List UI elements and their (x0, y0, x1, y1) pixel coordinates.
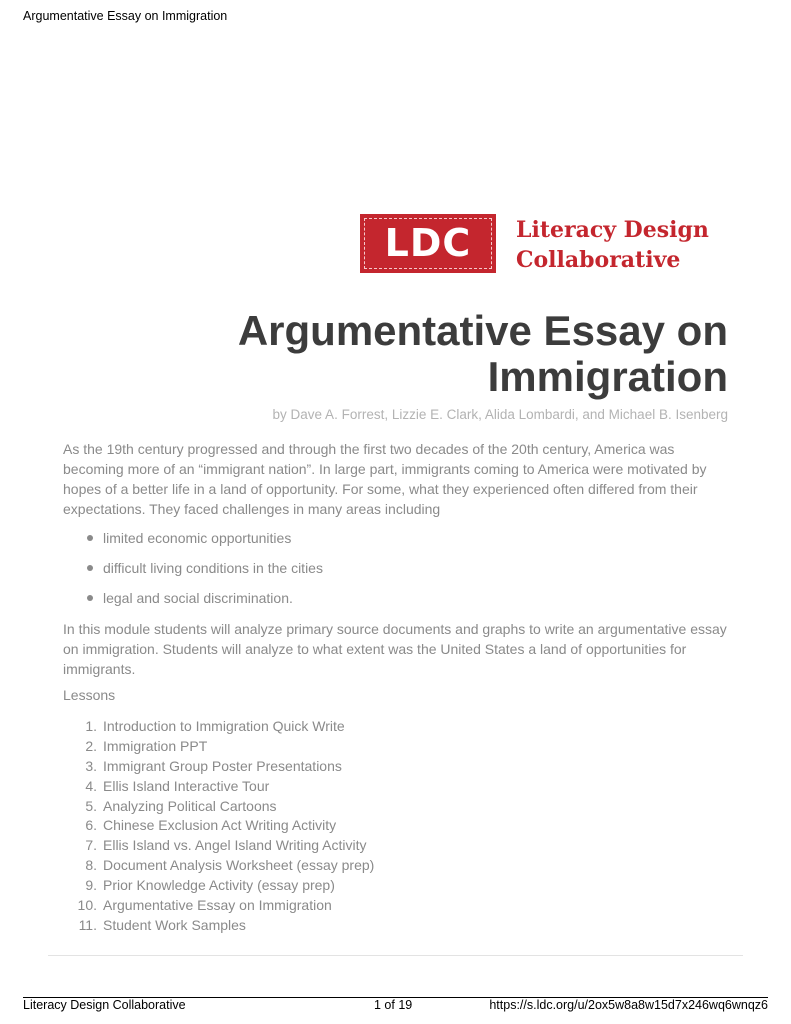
lesson-number: 10. (77, 897, 97, 914)
lesson-label: Chinese Exclusion Act Writing Activity (103, 817, 337, 834)
logo-line-1: Literacy Design (516, 217, 709, 243)
footer-page-number: 1 of 19 (374, 998, 413, 1012)
logo-letters: LDC (384, 221, 472, 265)
document-title-line-2: Immigration (487, 353, 728, 400)
document-title-line-1: Argumentative Essay on (237, 307, 728, 354)
lesson-label: Immigration PPT (103, 737, 208, 754)
document-title (128, 308, 728, 400)
footer-url: https://s.ldc.org/u/2ox5w8a8w15d7x246wq6wnqz6 (489, 998, 768, 1012)
logo-line-2: Collaborative (516, 247, 681, 273)
lesson-label: Argumentative Essay on Immigration (103, 897, 332, 914)
content-divider (48, 955, 743, 956)
lesson-number: 11. (78, 916, 97, 933)
lessons-list (63, 716, 375, 935)
list-item (63, 855, 375, 875)
document-authors: by Dave A. Forrest, Lizzie E. Clark, Alida Lombardi, and Michael B. Isenberg (272, 407, 728, 422)
lesson-number: 9. (85, 877, 97, 894)
list-item (63, 895, 332, 915)
logo-wordmark (516, 215, 709, 275)
lesson-number: 2. (85, 737, 97, 754)
logo-badge (360, 214, 496, 273)
list-item (63, 915, 246, 935)
lesson-number: 3. (85, 757, 97, 774)
lesson-label: Analyzing Political Cartoons (103, 797, 277, 814)
challenges-list (63, 527, 323, 617)
list-item (63, 875, 335, 895)
lesson-number: 5. (85, 797, 97, 814)
list-item: limited economic opportunities (63, 527, 323, 557)
module-paragraph: In this module students will analyze primary source documents and graphs to write an argumentative essay on immigration. Students will analyze to what extent was the United States a land of opportunities for immigrants. (63, 621, 727, 677)
list-item: legal and social discrimination. (63, 587, 323, 617)
list-item (63, 815, 337, 835)
lesson-number: 6. (85, 817, 97, 834)
list-item (63, 736, 208, 756)
list-item (63, 756, 342, 776)
list-item (63, 776, 270, 796)
footer-org-name: Literacy Design Collaborative (23, 998, 186, 1012)
lesson-label: Ellis Island vs. Angel Island Writing Activity (103, 837, 367, 854)
lesson-number: 1. (85, 718, 97, 734)
lesson-label: Immigrant Group Poster Presentations (103, 757, 342, 774)
lesson-number: 7. (85, 837, 97, 854)
lesson-label: Introduction to Immigration Quick Write (103, 718, 345, 734)
lesson-label: Document Analysis Worksheet (essay prep) (103, 857, 375, 874)
lesson-number: 4. (85, 777, 97, 794)
list-item (63, 716, 345, 736)
ldc-logo (360, 214, 730, 274)
lessons-heading: Lessons (63, 687, 116, 703)
intro-paragraph: As the 19th century progressed and through the first two decades of the 20th century, America was becoming more of an “immigrant nation”. In large part, immigrants coming to America were motivated by hopes of a better life in a land of opportunity. For some, what they experienced often differed from their expectations. They faced challenges in many areas including (63, 441, 707, 517)
list-item (63, 796, 277, 816)
list-item (63, 835, 367, 855)
page-header-title: Argumentative Essay on Immigration (23, 9, 228, 23)
lesson-label: Ellis Island Interactive Tour (103, 777, 270, 794)
lesson-label: Prior Knowledge Activity (essay prep) (103, 877, 335, 894)
list-item: difficult living conditions in the cities (63, 557, 323, 587)
lesson-label: Student Work Samples (103, 916, 246, 933)
lesson-number: 8. (85, 857, 97, 874)
